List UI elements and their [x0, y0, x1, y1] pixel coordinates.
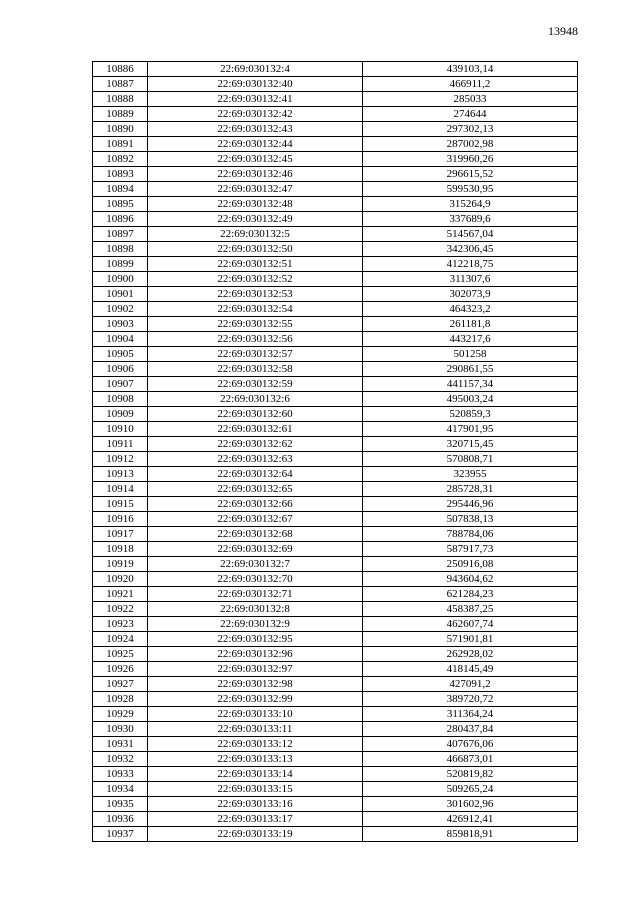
cadastral-number-cell: 22:69:030132:48	[148, 197, 363, 212]
row-number-cell: 10891	[93, 137, 148, 152]
cadastral-value-cell: 285033	[363, 92, 578, 107]
cadastral-number-cell: 22:69:030132:71	[148, 587, 363, 602]
cadastral-number-cell: 22:69:030132:44	[148, 137, 363, 152]
table-row	[93, 362, 578, 377]
table-row	[93, 197, 578, 212]
row-number-cell: 10899	[93, 257, 148, 272]
table-row	[93, 242, 578, 257]
cadastral-number-cell: 22:69:030132:64	[148, 467, 363, 482]
cadastral-value-cell: 320715,45	[363, 437, 578, 452]
row-number-cell: 10914	[93, 482, 148, 497]
table-row	[93, 557, 578, 572]
cadastral-value-cell: 315264,9	[363, 197, 578, 212]
table-row	[93, 512, 578, 527]
cadastral-number-cell: 22:69:030132:63	[148, 452, 363, 467]
table-row	[93, 422, 578, 437]
table-row	[93, 647, 578, 662]
cadastral-value-cell: 319960,26	[363, 152, 578, 167]
cadastral-number-cell: 22:69:030132:40	[148, 77, 363, 92]
cadastral-number-cell: 22:69:030132:97	[148, 662, 363, 677]
table-row	[93, 812, 578, 827]
table-row	[93, 482, 578, 497]
row-number-cell: 10907	[93, 377, 148, 392]
cadastral-value-cell: 509265,24	[363, 782, 578, 797]
table-row	[93, 137, 578, 152]
cadastral-value-cell: 342306,45	[363, 242, 578, 257]
cadastral-number-cell: 22:69:030132:45	[148, 152, 363, 167]
row-number-cell: 10912	[93, 452, 148, 467]
cadastral-number-cell: 22:69:030132:55	[148, 317, 363, 332]
table-row	[93, 257, 578, 272]
cadastral-value-cell: 301602,96	[363, 797, 578, 812]
table-row	[93, 452, 578, 467]
row-number-cell: 10897	[93, 227, 148, 242]
cadastral-number-cell: 22:69:030132:46	[148, 167, 363, 182]
cadastral-value-cell: 426912,41	[363, 812, 578, 827]
cadastral-value-cell: 337689,6	[363, 212, 578, 227]
row-number-cell: 10919	[93, 557, 148, 572]
table-row	[93, 302, 578, 317]
row-number-cell: 10931	[93, 737, 148, 752]
cadastral-value-cell: 389720,72	[363, 692, 578, 707]
cadastral-value-cell: 290861,55	[363, 362, 578, 377]
table-row	[93, 497, 578, 512]
cadastral-value-cell: 621284,23	[363, 587, 578, 602]
cadastral-value-cell: 287002,98	[363, 137, 578, 152]
cadastral-value-cell: 788784,06	[363, 527, 578, 542]
row-number-cell: 10932	[93, 752, 148, 767]
cadastral-number-cell: 22:69:030132:99	[148, 692, 363, 707]
table-row	[93, 92, 578, 107]
table-row	[93, 572, 578, 587]
table-row	[93, 677, 578, 692]
row-number-cell: 10894	[93, 182, 148, 197]
table-body	[93, 62, 578, 842]
table-row	[93, 167, 578, 182]
cadastral-value-cell: 412218,75	[363, 257, 578, 272]
row-number-cell: 10890	[93, 122, 148, 137]
row-number-cell: 10922	[93, 602, 148, 617]
cadastral-number-cell: 22:69:030132:6	[148, 392, 363, 407]
table-row	[93, 287, 578, 302]
table-row	[93, 377, 578, 392]
cadastral-value-cell: 441157,34	[363, 377, 578, 392]
cadastral-number-cell: 22:69:030132:9	[148, 617, 363, 632]
cadastral-number-cell: 22:69:030133:10	[148, 707, 363, 722]
cadastral-number-cell: 22:69:030133:16	[148, 797, 363, 812]
cadastral-number-cell: 22:69:030132:52	[148, 272, 363, 287]
row-number-cell: 10911	[93, 437, 148, 452]
cadastral-number-cell: 22:69:030132:66	[148, 497, 363, 512]
cadastral-value-cell: 520819,82	[363, 767, 578, 782]
row-number-cell: 10909	[93, 407, 148, 422]
row-number-cell: 10915	[93, 497, 148, 512]
cadastral-value-cell: 418145,49	[363, 662, 578, 677]
row-number-cell: 10927	[93, 677, 148, 692]
cadastral-value-cell: 427091,2	[363, 677, 578, 692]
cadastral-number-cell: 22:69:030132:59	[148, 377, 363, 392]
row-number-cell: 10888	[93, 92, 148, 107]
cadastral-number-cell: 22:69:030132:43	[148, 122, 363, 137]
row-number-cell: 10929	[93, 707, 148, 722]
row-number-cell: 10901	[93, 287, 148, 302]
cadastral-value-cell: 417901,95	[363, 422, 578, 437]
row-number-cell: 10889	[93, 107, 148, 122]
row-number-cell: 10908	[93, 392, 148, 407]
cadastral-value-cell: 501258	[363, 347, 578, 362]
row-number-cell: 10910	[93, 422, 148, 437]
cadastral-value-cell: 520859,3	[363, 407, 578, 422]
cadastral-value-cell: 466911,2	[363, 77, 578, 92]
cadastral-number-cell: 22:69:030132:51	[148, 257, 363, 272]
row-number-cell: 10936	[93, 812, 148, 827]
table-row	[93, 797, 578, 812]
row-number-cell: 10921	[93, 587, 148, 602]
cadastral-value-cell: 599530,95	[363, 182, 578, 197]
table-row	[93, 587, 578, 602]
row-number-cell: 10928	[93, 692, 148, 707]
table-row	[93, 602, 578, 617]
cadastral-number-cell: 22:69:030132:70	[148, 572, 363, 587]
cadastral-number-cell: 22:69:030132:5	[148, 227, 363, 242]
cadastral-number-cell: 22:69:030132:61	[148, 422, 363, 437]
table-row	[93, 347, 578, 362]
cadastral-number-cell: 22:69:030132:47	[148, 182, 363, 197]
cadastral-number-cell: 22:69:030133:17	[148, 812, 363, 827]
row-number-cell: 10902	[93, 302, 148, 317]
row-number-cell: 10935	[93, 797, 148, 812]
cadastral-value-cell: 859818,91	[363, 827, 578, 842]
row-number-cell: 10886	[93, 62, 148, 77]
table-row	[93, 527, 578, 542]
row-number-cell: 10906	[93, 362, 148, 377]
table-row	[93, 332, 578, 347]
cadastral-value-cell: 407676,06	[363, 737, 578, 752]
table-row	[93, 737, 578, 752]
row-number-cell: 10918	[93, 542, 148, 557]
row-number-cell: 10905	[93, 347, 148, 362]
cadastral-value-cell: 458387,25	[363, 602, 578, 617]
cadastral-value-cell: 295446,96	[363, 497, 578, 512]
cadastral-number-cell: 22:69:030132:41	[148, 92, 363, 107]
cadastral-number-cell: 22:69:030133:11	[148, 722, 363, 737]
table-row	[93, 752, 578, 767]
cadastral-number-cell: 22:69:030132:42	[148, 107, 363, 122]
row-number-cell: 10887	[93, 77, 148, 92]
cadastral-number-cell: 22:69:030132:57	[148, 347, 363, 362]
cadastral-number-cell: 22:69:030132:54	[148, 302, 363, 317]
cadastral-value-cell: 311307,6	[363, 272, 578, 287]
page-number: 13948	[548, 24, 578, 38]
table-row	[93, 212, 578, 227]
cadastral-value-cell: 262928,02	[363, 647, 578, 662]
table-row	[93, 227, 578, 242]
cadastral-number-cell: 22:69:030132:67	[148, 512, 363, 527]
cadastral-number-cell: 22:69:030133:15	[148, 782, 363, 797]
cadastral-number-cell: 22:69:030132:49	[148, 212, 363, 227]
cadastral-value-cell: 261181,8	[363, 317, 578, 332]
row-number-cell: 10917	[93, 527, 148, 542]
cadastral-value-cell: 495003,24	[363, 392, 578, 407]
row-number-cell: 10903	[93, 317, 148, 332]
row-number-cell: 10923	[93, 617, 148, 632]
table-row	[93, 437, 578, 452]
row-number-cell: 10892	[93, 152, 148, 167]
table-row	[93, 122, 578, 137]
table-row	[93, 722, 578, 737]
cadastral-value-cell: 274644	[363, 107, 578, 122]
table-row	[93, 827, 578, 842]
cadastral-value-cell: 943604,62	[363, 572, 578, 587]
cadastral-value-cell: 302073,9	[363, 287, 578, 302]
cadastral-value-cell: 285728,31	[363, 482, 578, 497]
cadastral-number-cell: 22:69:030132:68	[148, 527, 363, 542]
table-row	[93, 272, 578, 287]
cadastral-value-cell: 587917,73	[363, 542, 578, 557]
cadastral-value-cell: 571901,81	[363, 632, 578, 647]
table-row	[93, 317, 578, 332]
cadastral-number-cell: 22:69:030132:56	[148, 332, 363, 347]
row-number-cell: 10900	[93, 272, 148, 287]
row-number-cell: 10895	[93, 197, 148, 212]
cadastral-value-cell: 297302,13	[363, 122, 578, 137]
table-row	[93, 77, 578, 92]
cadastral-number-cell: 22:69:030132:7	[148, 557, 363, 572]
row-number-cell: 10924	[93, 632, 148, 647]
cadastral-value-cell: 250916,08	[363, 557, 578, 572]
cadastral-number-cell: 22:69:030132:4	[148, 62, 363, 77]
cadastral-number-cell: 22:69:030132:69	[148, 542, 363, 557]
table-row	[93, 692, 578, 707]
cadastral-value-cell: 507838,13	[363, 512, 578, 527]
cadastral-number-cell: 22:69:030132:60	[148, 407, 363, 422]
row-number-cell: 10916	[93, 512, 148, 527]
cadastral-number-cell: 22:69:030132:53	[148, 287, 363, 302]
row-number-cell: 10925	[93, 647, 148, 662]
row-number-cell: 10893	[93, 167, 148, 182]
cadastral-number-cell: 22:69:030132:58	[148, 362, 363, 377]
table-row	[93, 392, 578, 407]
cadastral-number-cell: 22:69:030133:12	[148, 737, 363, 752]
table-row	[93, 782, 578, 797]
cadastral-value-cell: 311364,24	[363, 707, 578, 722]
cadastral-number-cell: 22:69:030132:62	[148, 437, 363, 452]
cadastral-value-cell: 464323,2	[363, 302, 578, 317]
cadastral-value-cell: 296615,52	[363, 167, 578, 182]
row-number-cell: 10930	[93, 722, 148, 737]
cadastral-value-cell: 443217,6	[363, 332, 578, 347]
table-row	[93, 707, 578, 722]
row-number-cell: 10934	[93, 782, 148, 797]
row-number-cell: 10913	[93, 467, 148, 482]
row-number-cell: 10896	[93, 212, 148, 227]
table-row	[93, 107, 578, 122]
table-row	[93, 152, 578, 167]
row-number-cell: 10898	[93, 242, 148, 257]
cadastral-number-cell: 22:69:030132:8	[148, 602, 363, 617]
row-number-cell: 10937	[93, 827, 148, 842]
cadastral-value-cell: 439103,14	[363, 62, 578, 77]
table-row	[93, 182, 578, 197]
cadastral-value-cell: 466873,01	[363, 752, 578, 767]
table-row	[93, 632, 578, 647]
row-number-cell: 10904	[93, 332, 148, 347]
table-row	[93, 467, 578, 482]
table-row	[93, 62, 578, 77]
cadastral-value-cell: 323955	[363, 467, 578, 482]
cadastral-number-cell: 22:69:030133:14	[148, 767, 363, 782]
cadastral-value-table	[92, 61, 578, 842]
table-row	[93, 542, 578, 557]
cadastral-value-cell: 514567,04	[363, 227, 578, 242]
table-row	[93, 407, 578, 422]
table-row	[93, 767, 578, 782]
row-number-cell: 10920	[93, 572, 148, 587]
cadastral-number-cell: 22:69:030132:50	[148, 242, 363, 257]
row-number-cell: 10926	[93, 662, 148, 677]
cadastral-value-cell: 462607,74	[363, 617, 578, 632]
table-row	[93, 617, 578, 632]
cadastral-number-cell: 22:69:030133:19	[148, 827, 363, 842]
cadastral-number-cell: 22:69:030132:96	[148, 647, 363, 662]
cadastral-number-cell: 22:69:030133:13	[148, 752, 363, 767]
cadastral-value-cell: 570808,71	[363, 452, 578, 467]
cadastral-number-cell: 22:69:030132:65	[148, 482, 363, 497]
cadastral-value-cell: 280437,84	[363, 722, 578, 737]
table-row	[93, 662, 578, 677]
row-number-cell: 10933	[93, 767, 148, 782]
cadastral-number-cell: 22:69:030132:98	[148, 677, 363, 692]
cadastral-number-cell: 22:69:030132:95	[148, 632, 363, 647]
